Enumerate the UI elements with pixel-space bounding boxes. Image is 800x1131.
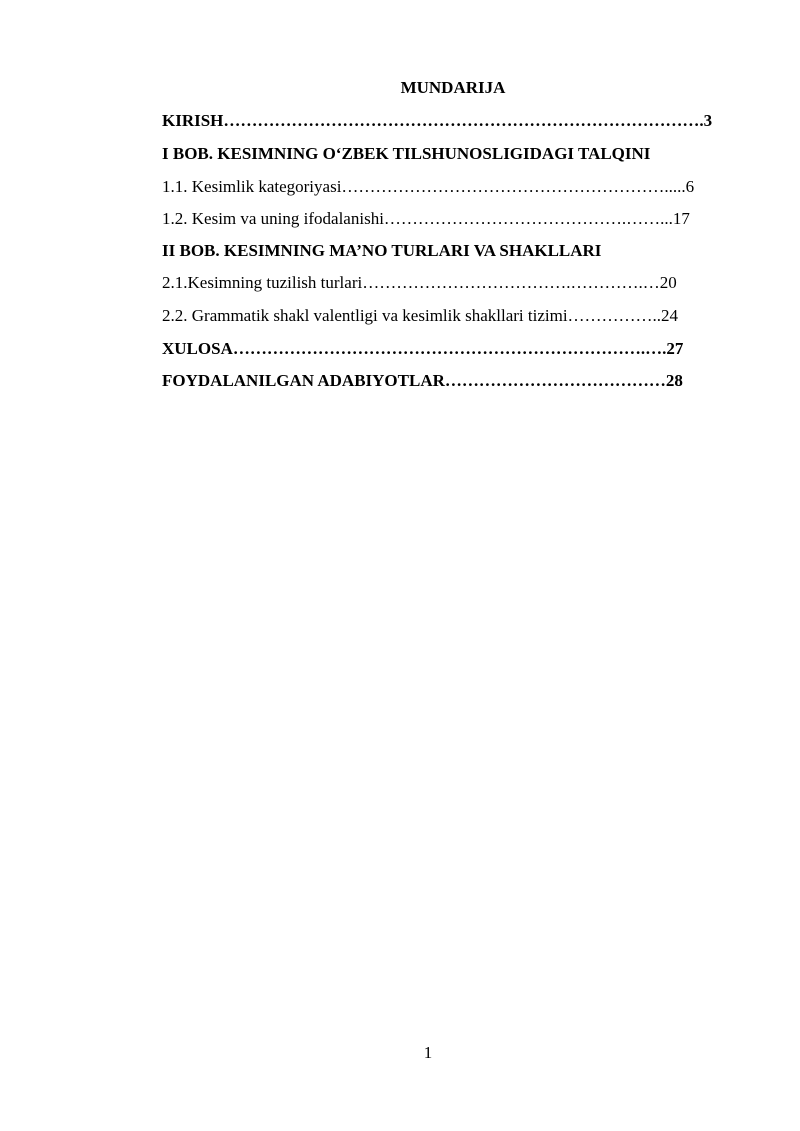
page-number: 1 [423, 1043, 433, 1062]
toc-entry-chapter-1: I BOB. KESIMNING O‘ZBEK TILSHUNOSLIGIDAGI TALQINI [162, 144, 651, 163]
toc-entry-section-1-2: 1.2. Kesim va uning ifodalanishi…………………………………….……...17 [162, 209, 690, 228]
toc-entry-chapter-2: II BOB. KESIMNING MA’NO TURLARI VA SHAKLLARI [162, 241, 602, 260]
toc-title: MUNDARIJA [400, 78, 506, 97]
toc-entry-kirish: KIRISH………………………………………………………………………….3 [162, 111, 713, 130]
toc-entry-adabiyotlar: FOYDALANILGAN ADABIYOTLAR…………………………………28 [162, 371, 683, 390]
toc-entry-section-1-1: 1.1. Kesimlik kategoriyasi………………………………………………….....6 [162, 177, 695, 196]
toc-entry-section-2-1: 2.1.Kesimning tuzilish turlari……………………………….………….…20 [162, 273, 677, 292]
toc-entry-section-2-2: 2.2. Grammatik shakl valentligi va kesimlik shakllari tizimi……………..24 [162, 306, 679, 325]
toc-entry-xulosa: XULOSA……………………………………………………………….….27 [162, 339, 684, 358]
